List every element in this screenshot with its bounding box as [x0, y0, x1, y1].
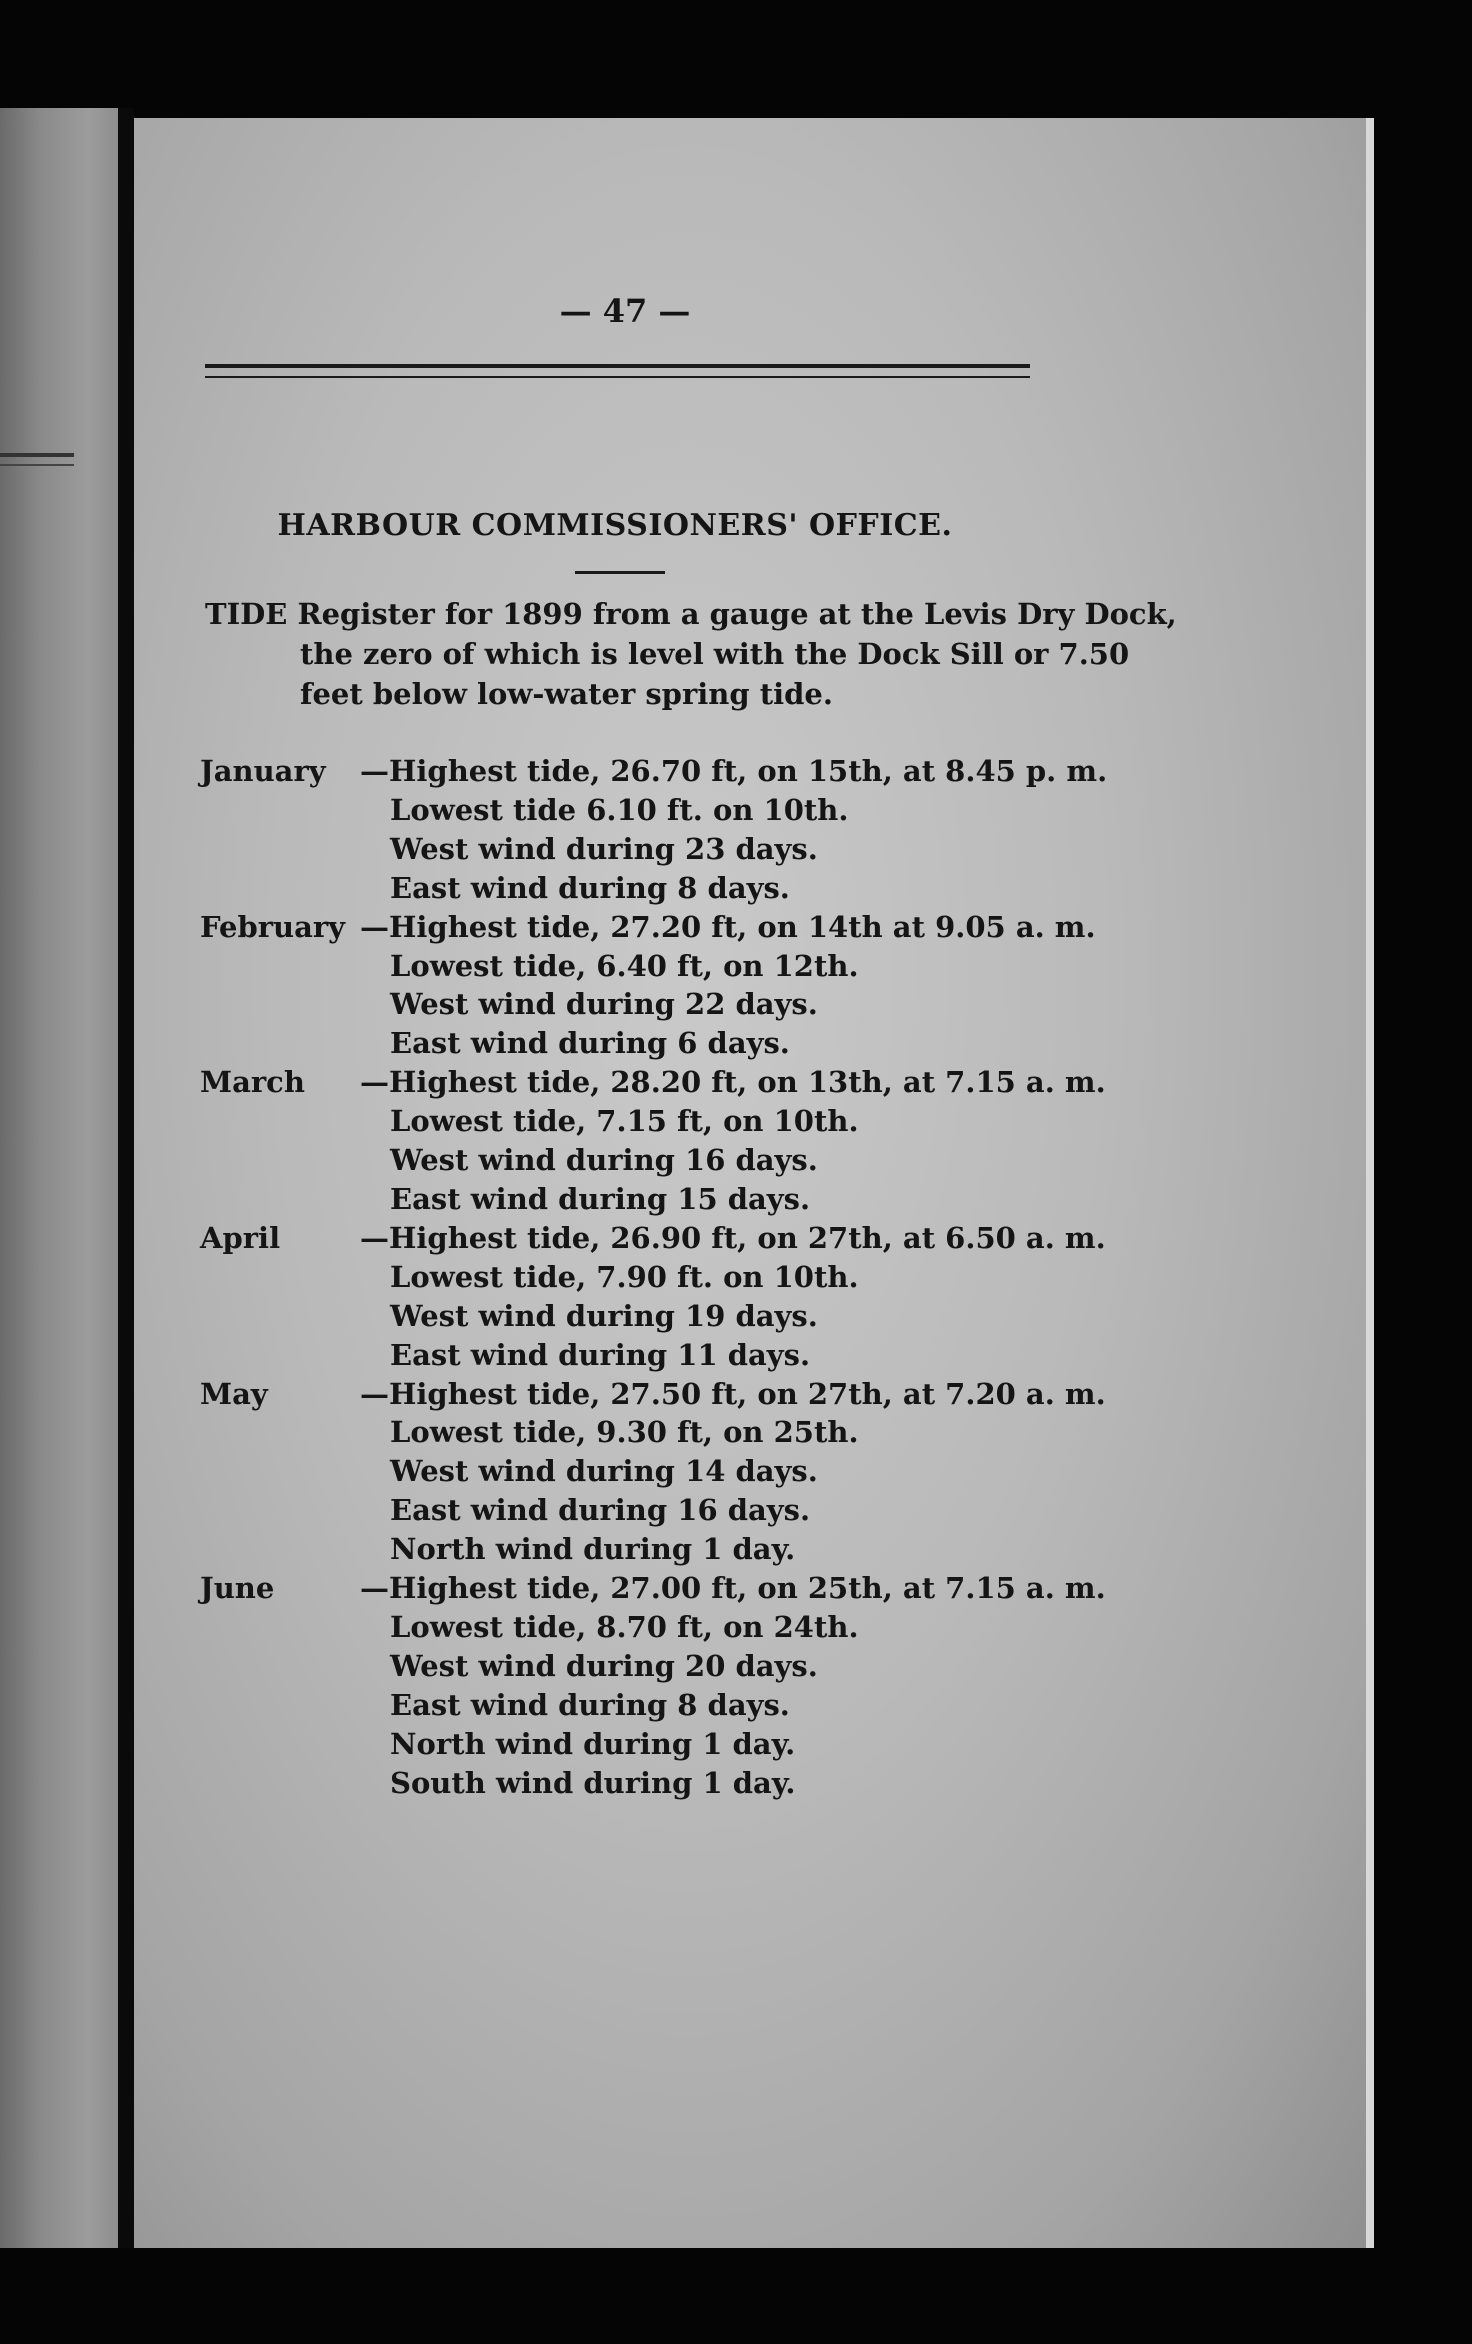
register-line: East wind during 6 days. — [390, 1026, 790, 1061]
month-entry — [200, 752, 1108, 908]
highest-tide-line: —Highest tide, 27.00 ft, on 25th, at 7.15 a. m. — [360, 1571, 1106, 1606]
month-name: January — [200, 754, 326, 788]
register-line: Lowest tide, 7.15 ft, on 10th. — [390, 1104, 859, 1139]
register-line: Lowest tide, 8.70 ft, on 24th. — [390, 1609, 859, 1644]
register-line: East wind during 11 days. — [390, 1337, 811, 1372]
month-name: May — [200, 1376, 268, 1411]
month-details — [360, 1375, 1106, 1570]
title-underline — [575, 571, 665, 574]
month-details — [360, 1219, 1106, 1375]
register-line: East wind during 15 days. — [390, 1181, 811, 1216]
month-name: April — [200, 1220, 281, 1255]
month-entry — [200, 1375, 1106, 1570]
highest-tide-line: —Highest tide, 26.90 ft, on 27th, at 6.50 a. m. — [360, 1220, 1106, 1255]
intro-line: TIDE Register for 1899 from a gauge at the Levis Dry Dock, — [205, 597, 1177, 631]
month-name: March — [200, 1065, 305, 1100]
register-line: West wind during 16 days. — [390, 1143, 818, 1178]
month-entry — [200, 1063, 1106, 1219]
register-line: West wind during 20 days. — [390, 1648, 818, 1683]
register-line: West wind during 22 days. — [390, 987, 818, 1022]
book-spine — [118, 108, 134, 2248]
register-line: Lowest tide, 9.30 ft, on 25th. — [390, 1415, 859, 1450]
month-name: June — [200, 1571, 275, 1606]
scan-border-top — [0, 0, 1472, 115]
highest-tide-line: —Highest tide, 26.70 ft, on 15th, at 8.45 p. m. — [360, 754, 1108, 788]
register-line: Lowest tide, 6.40 ft, on 12th. — [390, 948, 859, 983]
office-title: HARBOUR COMMISSIONERS' OFFICE. — [277, 508, 953, 543]
previous-page-edge — [0, 108, 118, 2248]
month-name: February — [200, 909, 346, 944]
register-line: West wind during 19 days. — [390, 1298, 818, 1333]
highest-tide-line: —Highest tide, 27.50 ft, on 27th, at 7.20 a. m. — [360, 1376, 1106, 1411]
register-line: Lowest tide, 7.90 ft. on 10th. — [390, 1259, 859, 1294]
monthly-register — [200, 752, 1108, 1802]
intro-paragraph — [205, 594, 1177, 714]
month-details — [360, 752, 1108, 908]
highest-tide-line: —Highest tide, 28.20 ft, on 13th, at 7.15 a. m. — [360, 1065, 1106, 1100]
intro-line: the zero of which is level with the Dock Sill or 7.50 — [300, 637, 1130, 671]
month-details — [360, 1569, 1106, 1802]
intro-line: feet below low-water spring tide. — [300, 677, 833, 711]
month-entry — [200, 1569, 1106, 1802]
page-edge-right — [1366, 118, 1374, 2258]
register-line: North wind during 1 day. — [390, 1532, 796, 1567]
register-line: North wind during 1 day. — [390, 1726, 796, 1761]
register-line: West wind during 14 days. — [390, 1454, 818, 1489]
previous-page-rule-thin — [0, 464, 74, 466]
register-line: East wind during 8 days. — [390, 870, 790, 905]
register-line: East wind during 16 days. — [390, 1493, 811, 1528]
month-entry — [200, 1219, 1106, 1375]
month-details — [360, 1063, 1106, 1219]
scan-border-bottom — [0, 2248, 1472, 2344]
register-line: Lowest tide 6.10 ft. on 10th. — [390, 792, 849, 827]
highest-tide-line: —Highest tide, 27.20 ft, on 14th at 9.05 a. m. — [360, 909, 1096, 944]
month-details — [360, 908, 1096, 1064]
register-line: East wind during 8 days. — [390, 1687, 790, 1722]
register-line: South wind during 1 day. — [390, 1765, 796, 1800]
month-entry — [200, 908, 1096, 1064]
register-line: West wind during 23 days. — [390, 831, 818, 866]
page-number: — 47 — — [559, 292, 691, 330]
header-double-rule — [205, 364, 1030, 378]
previous-page-rule — [0, 453, 74, 457]
